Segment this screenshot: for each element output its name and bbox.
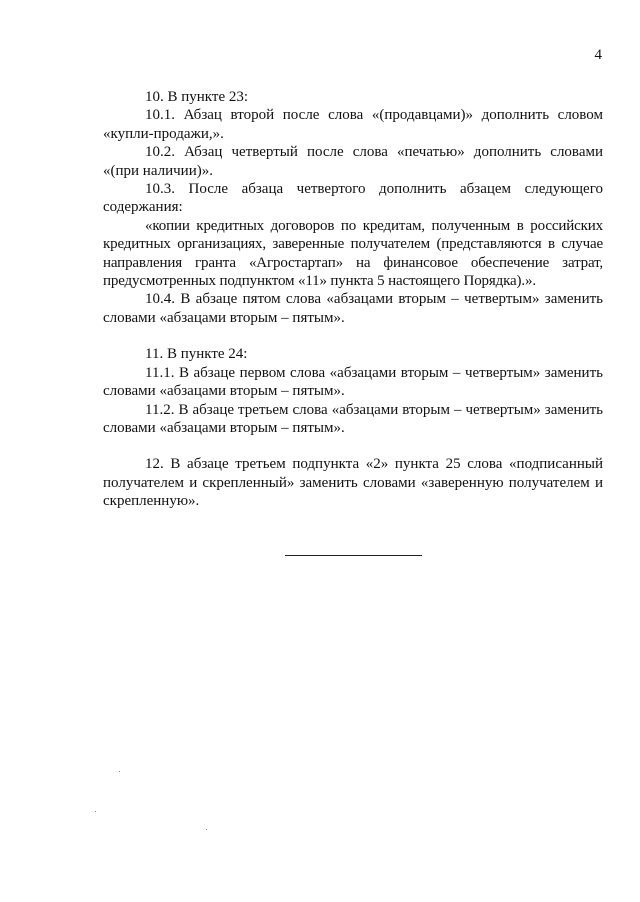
section-10 bbox=[103, 88, 603, 327]
paragraph-gap bbox=[103, 437, 603, 455]
page-number: 4 bbox=[594, 47, 602, 63]
section-11-item-2: 11.2. В абзаце третьем слова «абзацами вторым – четвертым» заменить словами «абзацами вторым – пятым». bbox=[103, 401, 603, 436]
section-12-text: 12. В абзаце третьем подпункта «2» пункта 25 слова «подписанный получателем и скрепленный» заменить словами «заверенную получателем и скрепленную». bbox=[103, 456, 603, 510]
section-10-heading: 10. В пункте 23: bbox=[145, 89, 249, 105]
section-11-heading: 11. В пункте 24: bbox=[145, 346, 248, 363]
section-11-item-1: 11.1. В абзаце первом слова «абзацами вторым – четвертым» заменить словами «абзацами вторым – пятым». bbox=[103, 364, 603, 400]
document-body bbox=[103, 88, 603, 511]
section-10-item-4: 10.4. В абзаце пятом слова «абзацами вторым – четвертым» заменить словами «абзацами вторым – пятым». bbox=[103, 291, 603, 326]
section-10-item-3: 10.3. После абзаца четвертого дополнить абзацем следующего содержания: bbox=[103, 181, 603, 216]
scan-speck bbox=[119, 771, 120, 772]
scan-speck bbox=[95, 811, 96, 812]
section-11 bbox=[103, 345, 603, 437]
section-12 bbox=[103, 455, 603, 510]
end-of-document-rule bbox=[285, 555, 422, 556]
section-10-item-1: 10.1. Абзац второй после слова «(продавцами)» дополнить словом «купли-продажи,». bbox=[103, 107, 603, 142]
section-10-item-3-quote: «копии кредитных договоров по кредитам, полученным в российских кредитных организациях, заверенные получателем (представляются в случае направления гранта «Агростартап» на финансовое обеспечение затрат, предусмотренных подпунктом «11» пункта 5 настоящего Порядка).». bbox=[103, 217, 603, 290]
scan-speck bbox=[206, 829, 207, 830]
section-10-item-2: 10.2. Абзац четвертый после слова «печатью» дополнить словами «(при наличии)». bbox=[103, 144, 603, 179]
paragraph-gap bbox=[103, 327, 603, 345]
